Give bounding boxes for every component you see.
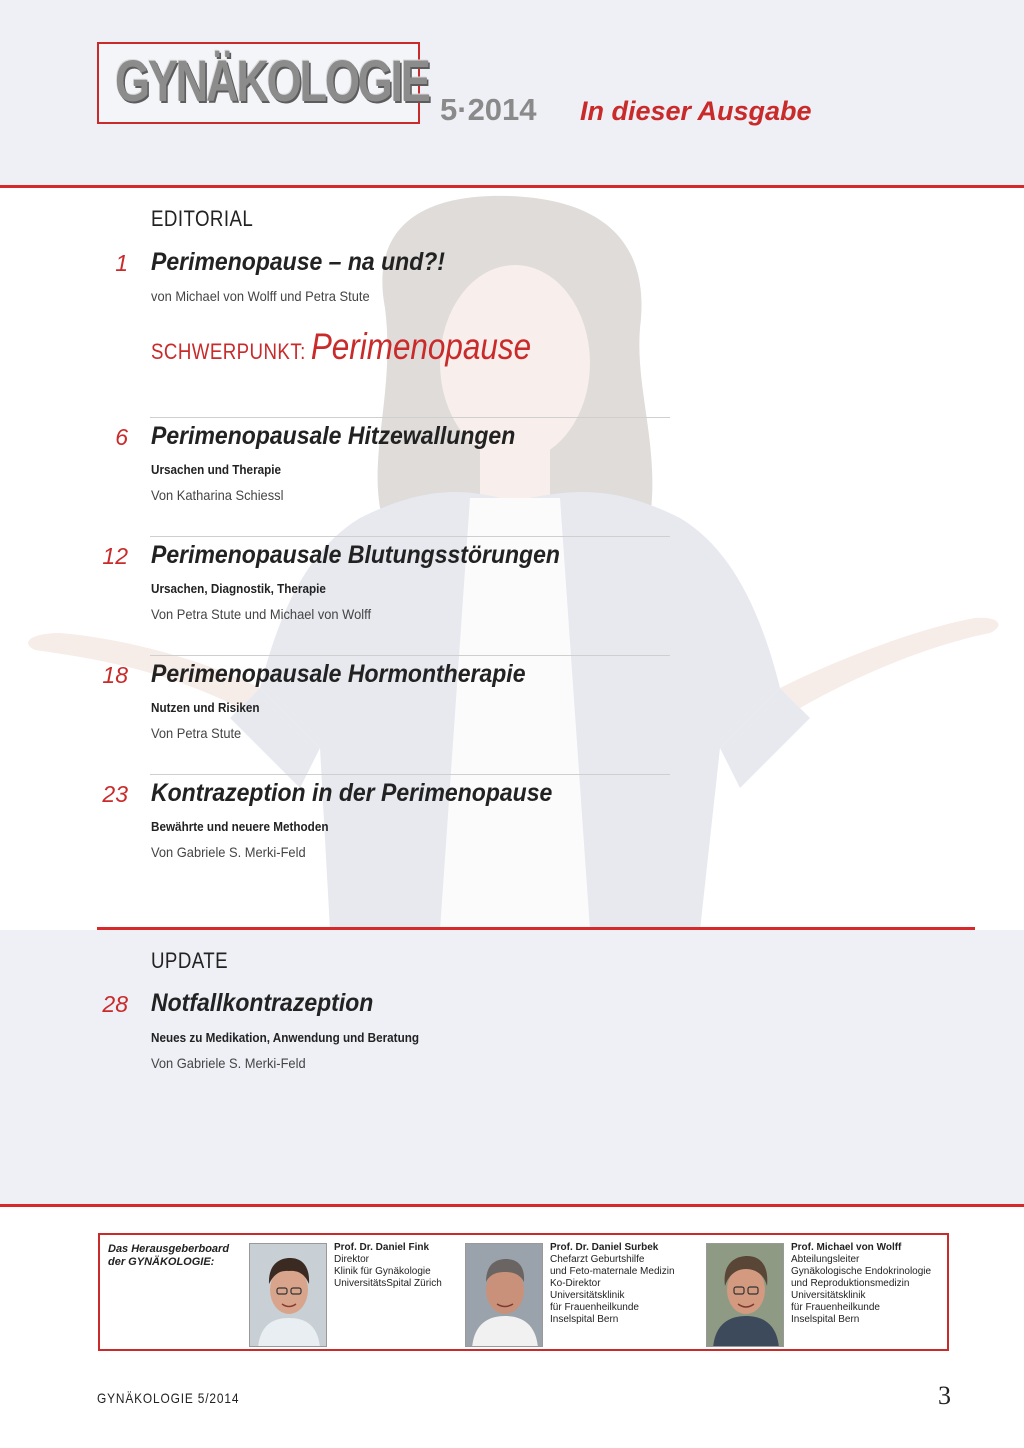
board-member-line: Chefarzt Geburtshilfe [550,1254,645,1265]
entry-subtitle: Bewährte und neuere Methoden [151,819,329,834]
footer-divider [0,1204,1024,1207]
board-member-line: und Feto-maternale Medizin [550,1266,675,1277]
portrait-image [707,1244,784,1347]
portrait-image [250,1244,327,1347]
board-member-name: Prof. Dr. Daniel Surbek [550,1242,659,1253]
page-number: 3 [938,1381,951,1410]
board-member-line: Direktor [334,1254,370,1265]
entry-page-number: 12 [102,543,128,569]
board-member-line: Ko-Direktor [550,1278,601,1289]
board-member-line: für Frauenheilkunde [791,1302,880,1313]
update-page-number: 28 [102,991,128,1017]
editorial-page-number: 1 [115,250,128,276]
entry-author: Von Petra Stute und Michael von Wolff [151,606,372,622]
board-member-name: Prof. Michael von Wolff [791,1242,902,1253]
entry-subtitle: Ursachen, Diagnostik, Therapie [151,581,326,596]
entry-subtitle: Ursachen und Therapie [151,462,282,477]
board-member-line: Abteilungsleiter [791,1254,860,1265]
board-member-line: Klinik für Gynäkologie [334,1266,431,1277]
entry-divider [150,655,670,656]
entry-page-number: 23 [102,781,128,807]
entry-title[interactable]: Perimenopausale Hitzewallungen [151,422,516,450]
board-member-photo [465,1243,543,1347]
board-member-photo [706,1243,784,1347]
update-heading: UPDATE [151,948,229,973]
board-member [791,1242,931,1326]
issue-subtitle: In dieser Ausgabe [580,96,812,126]
entry-author: Von Gabriele S. Merki-Feld [151,844,306,860]
entry-author: Von Katharina Schiessl [151,487,284,503]
entry-divider [150,536,670,537]
journal-logo [97,42,429,124]
board-label: Das Herausgeberboard der GYNÄKOLOGIE: [108,1243,230,1268]
board-member-line: Universitätsklinik [550,1290,625,1301]
logo-text: GYNÄKOLOGIE [115,49,429,114]
entry-page-number: 6 [115,424,128,450]
entry-title[interactable]: Kontrazeption in der Perimenopause [151,779,553,807]
board-member-line: für Frauenheilkunde [550,1302,639,1313]
board-member-line: Universitätsklinik [791,1290,866,1301]
footer-journal: GYNÄKOLOGIE 5/2014 [97,1390,240,1406]
entry-author: Von Petra Stute [151,725,242,741]
board-member-line: Inselspital Bern [791,1314,860,1325]
entry-title[interactable]: Perimenopausale Hormontherapie [151,660,526,688]
entry-page-number: 18 [102,662,128,688]
board-member-line: und Reproduktionsmedizin [791,1278,910,1289]
editorial-title[interactable]: Perimenopause – na und?! [151,248,445,276]
update-subtitle: Neues zu Medikation, Anwendung und Beratung [151,1030,420,1045]
entry-title[interactable]: Perimenopausale Blutungsstörungen [151,541,560,569]
portrait-image [466,1244,543,1347]
issue-number: 5·2014 [440,92,537,127]
update-author: Von Gabriele S. Merki-Feld [151,1055,306,1071]
board-member-photo [249,1243,327,1347]
board-member [334,1242,442,1290]
editorial-heading: EDITORIAL [151,206,254,231]
board-member-line: UniversitätsSpital Zürich [334,1278,442,1289]
board-member-line: Gynäkologische Endokrinologie [791,1266,932,1277]
focus-title: Perimenopause [310,326,532,367]
editorial-author: von Michael von Wolff und Petra Stute [151,288,370,304]
header-divider [0,185,1024,188]
editorial-board [98,1233,949,1351]
update-title[interactable]: Notfallkontrazeption [151,989,374,1017]
entry-subtitle: Nutzen und Risiken [151,700,260,715]
update-divider [97,927,975,930]
board-member [550,1242,675,1326]
focus-heading [151,326,531,368]
entry-divider [150,774,670,775]
focus-label: SCHWERPUNKT: [151,339,306,364]
entry-divider [150,417,670,418]
board-member-name: Prof. Dr. Daniel Fink [334,1242,430,1253]
board-member-line: Inselspital Bern [550,1314,619,1325]
